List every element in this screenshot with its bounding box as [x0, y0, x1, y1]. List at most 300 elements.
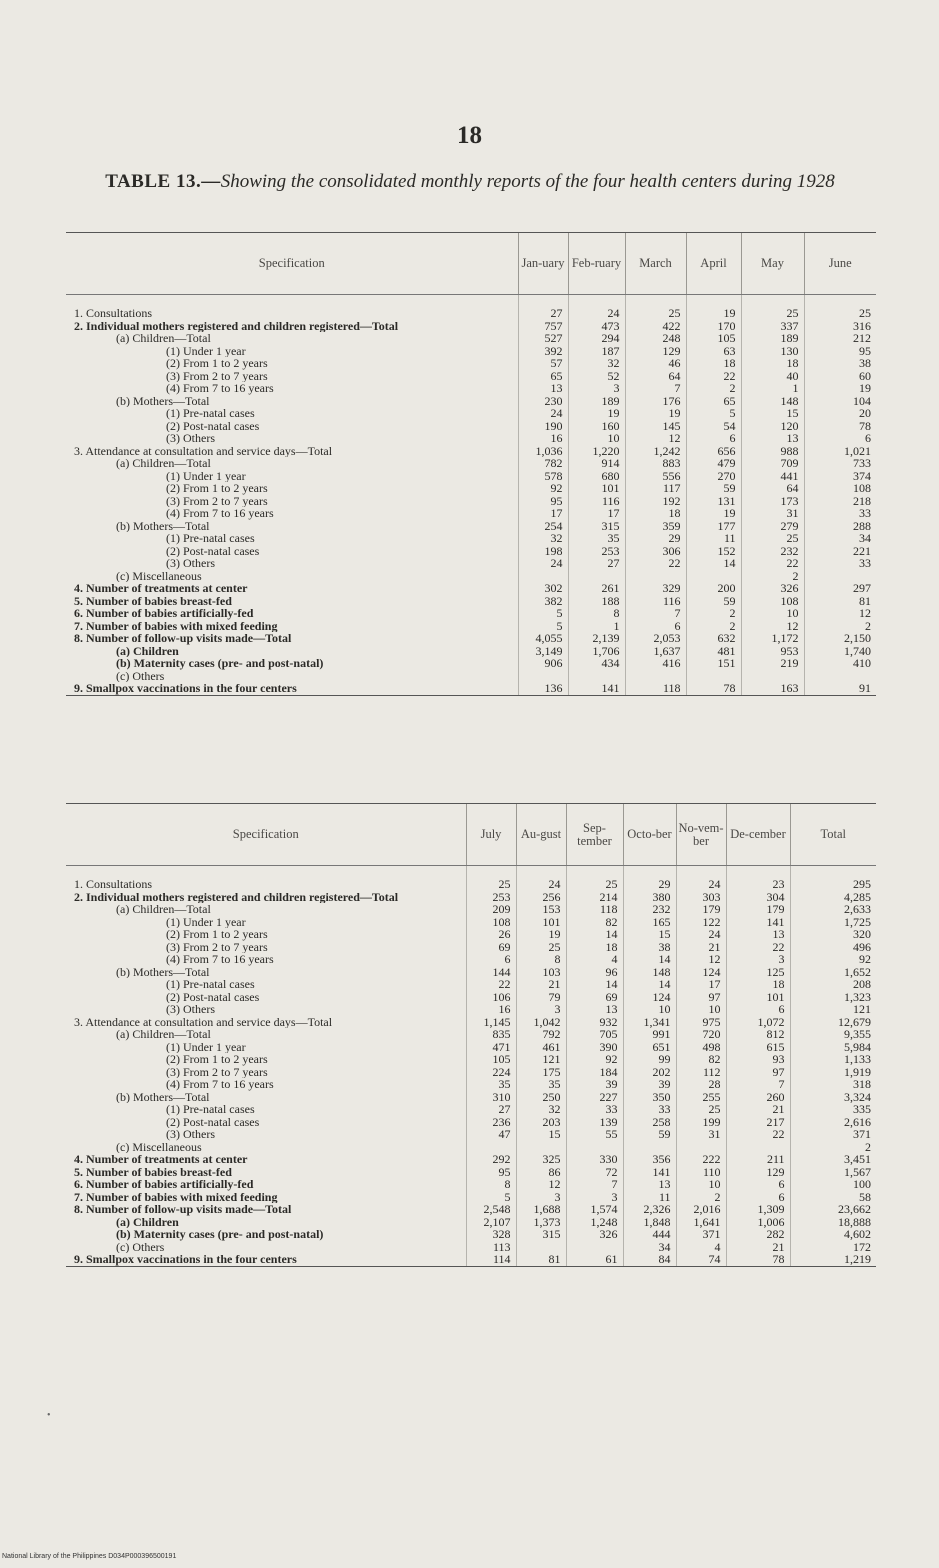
- cell-value: 11: [686, 532, 741, 545]
- cell-value: 3: [568, 382, 625, 395]
- cell-value: 1,309: [726, 1203, 790, 1216]
- cell-value: [625, 670, 686, 683]
- cell-value: 295: [790, 866, 876, 891]
- row-label: 8. Number of follow-up visits made—Total: [74, 632, 292, 645]
- cell-value: 25: [741, 532, 804, 545]
- cell-value: [676, 1141, 726, 1154]
- table-row: [66, 1078, 876, 1091]
- cell-value: 97: [676, 991, 726, 1004]
- cell-value: 29: [625, 532, 686, 545]
- cell-value: 18: [625, 507, 686, 520]
- cell-value: 294: [568, 332, 625, 345]
- cell-value: 124: [623, 991, 676, 1004]
- cell-value: 4: [566, 953, 623, 966]
- cell-value: 58: [790, 1191, 876, 1204]
- cell-value: 270: [686, 470, 741, 483]
- cell-value: 16: [466, 1003, 516, 1016]
- cell-value: 1: [741, 382, 804, 395]
- row-label: 7. Number of babies with mixed feeding: [74, 619, 278, 632]
- cell-value: 371: [676, 1228, 726, 1241]
- cell-value: 12: [625, 432, 686, 445]
- cell-value: 52: [568, 370, 625, 383]
- row-label: 6. Number of babies artificially-fed: [74, 1178, 254, 1191]
- cell-value: 318: [790, 1078, 876, 1091]
- cell-value: 23: [726, 866, 790, 891]
- cell-value: 1,036: [518, 445, 568, 458]
- cell-value: 19: [516, 928, 566, 941]
- cell-value: 316: [804, 320, 876, 333]
- cell-value: 35: [568, 532, 625, 545]
- cell-value: 86: [516, 1166, 566, 1179]
- cell-value: 96: [566, 966, 623, 979]
- cell-value: 988: [741, 445, 804, 458]
- cell-value: 1,219: [790, 1253, 876, 1266]
- cell-value: 4,285: [790, 891, 876, 904]
- cell-value: 190: [518, 420, 568, 433]
- cell-value: 100: [790, 1178, 876, 1191]
- cell-value: 282: [726, 1228, 790, 1241]
- cell-value: [466, 1141, 516, 1154]
- table-row: [66, 1241, 876, 1254]
- cell-value: 461: [516, 1041, 566, 1054]
- footer-credit: National Library of the Philippines D034P000396500191: [2, 1553, 177, 1560]
- cell-value: 7: [726, 1078, 790, 1091]
- cell-value: 651: [623, 1041, 676, 1054]
- cell-value: 329: [625, 582, 686, 595]
- row-label: (1) Pre-natal cases: [166, 532, 255, 545]
- cell-value: 227: [566, 1091, 623, 1104]
- cell-value: 25: [676, 1103, 726, 1116]
- cell-value: 19: [568, 407, 625, 420]
- cell-value: [516, 1141, 566, 1154]
- cell-value: 31: [676, 1128, 726, 1141]
- cell-value: 31: [741, 507, 804, 520]
- cell-value: 792: [516, 1028, 566, 1041]
- margin-dot: •: [47, 1410, 51, 1421]
- cell-value: 177: [686, 520, 741, 533]
- cell-value: 325: [516, 1153, 566, 1166]
- cell-value: 221: [804, 545, 876, 558]
- table-row: [66, 357, 876, 370]
- cell-value: 24: [518, 407, 568, 420]
- cell-value: 78: [726, 1253, 790, 1266]
- cell-value: 188: [568, 595, 625, 608]
- column-header: No-vem-ber: [676, 804, 726, 866]
- table-row: [66, 482, 876, 495]
- column-header: Octo-ber: [623, 804, 676, 866]
- cell-value: 103: [516, 966, 566, 979]
- cell-value: 1,725: [790, 916, 876, 929]
- cell-value: 330: [566, 1153, 623, 1166]
- cell-value: 18: [741, 357, 804, 370]
- cell-value: 116: [625, 595, 686, 608]
- row-label: (b) Mothers—Total: [116, 965, 210, 978]
- cell-value: 279: [741, 520, 804, 533]
- cell-value: 81: [804, 595, 876, 608]
- table-row: [66, 1003, 876, 1016]
- cell-value: 57: [518, 357, 568, 370]
- cell-value: 306: [625, 545, 686, 558]
- cell-value: 22: [726, 1128, 790, 1141]
- cell-value: 471: [466, 1041, 516, 1054]
- cell-value: 25: [741, 295, 804, 320]
- table-row: [66, 657, 876, 670]
- cell-value: 20: [804, 407, 876, 420]
- column-header: De-cember: [726, 804, 790, 866]
- row-label: (2) Post-natal cases: [166, 1115, 260, 1128]
- column-header: Sep-tember: [566, 804, 623, 866]
- cell-value: 6: [726, 1178, 790, 1191]
- cell-value: 782: [518, 457, 568, 470]
- cell-value: 473: [568, 320, 625, 333]
- row-label: 3. Attendance at consultation and service days—Total: [74, 1015, 333, 1028]
- row-label: (1) Under 1 year: [166, 469, 246, 482]
- cell-value: 315: [568, 520, 625, 533]
- cell-value: 288: [804, 520, 876, 533]
- cell-value: 2,139: [568, 632, 625, 645]
- cell-value: 200: [686, 582, 741, 595]
- row-label: 5. Number of babies breast-fed: [74, 1165, 232, 1178]
- table-row: [66, 903, 876, 916]
- cell-value: 129: [625, 345, 686, 358]
- row-label: 9. Smallpox vaccinations in the four centers: [66, 1253, 466, 1266]
- cell-value: 356: [623, 1153, 676, 1166]
- row-label: (3) Others: [166, 557, 215, 570]
- cell-value: 1,133: [790, 1053, 876, 1066]
- row-label: (3) Others: [166, 432, 215, 445]
- cell-value: 19: [804, 382, 876, 395]
- row-label: (a) Children: [116, 644, 179, 657]
- cell-value: 10: [623, 1003, 676, 1016]
- cell-value: 23,662: [790, 1203, 876, 1216]
- cell-value: 258: [623, 1116, 676, 1129]
- cell-value: 18: [686, 357, 741, 370]
- row-label: (2) From 1 to 2 years: [166, 482, 268, 495]
- cell-value: 680: [568, 470, 625, 483]
- cell-value: 556: [625, 470, 686, 483]
- cell-value: 54: [686, 420, 741, 433]
- cell-value: 18: [726, 978, 790, 991]
- cell-value: 105: [466, 1053, 516, 1066]
- row-label: 8. Number of follow-up visits made—Total: [74, 1203, 292, 1216]
- row-label: (b) Maternity cases (pre- and post-natal): [116, 1228, 324, 1241]
- cell-value: 9,355: [790, 1028, 876, 1041]
- table-row: [66, 407, 876, 420]
- cell-value: 189: [568, 395, 625, 408]
- cell-value: 253: [568, 545, 625, 558]
- cell-value: 153: [516, 903, 566, 916]
- cell-value: 3: [516, 1191, 566, 1204]
- row-label: (4) From 7 to 16 years: [166, 507, 274, 520]
- cell-value: 108: [804, 482, 876, 495]
- row-label: (b) Mothers—Total: [116, 394, 210, 407]
- cell-value: 248: [625, 332, 686, 345]
- cell-value: 24: [676, 866, 726, 891]
- table-row: [66, 632, 876, 645]
- cell-value: 184: [566, 1066, 623, 1079]
- cell-value: 199: [676, 1116, 726, 1129]
- row-label: (3) Others: [166, 1003, 215, 1016]
- table-row: [66, 470, 876, 483]
- cell-value: 498: [676, 1041, 726, 1054]
- cell-value: 219: [741, 657, 804, 670]
- cell-value: 84: [623, 1253, 676, 1266]
- table-row: [66, 557, 876, 570]
- cell-value: 17: [676, 978, 726, 991]
- cell-value: 39: [566, 1078, 623, 1091]
- cell-value: 1,574: [566, 1203, 623, 1216]
- cell-value: 35: [516, 1078, 566, 1091]
- column-header: May: [741, 233, 804, 295]
- cell-value: 1,006: [726, 1216, 790, 1229]
- row-label: (1) Under 1 year: [166, 1040, 246, 1053]
- cell-value: 32: [516, 1103, 566, 1116]
- cell-value: 527: [518, 332, 568, 345]
- cell-value: 203: [516, 1116, 566, 1129]
- cell-value: 7: [625, 607, 686, 620]
- cell-value: 59: [623, 1128, 676, 1141]
- table-row: [66, 928, 876, 941]
- cell-value: 350: [623, 1091, 676, 1104]
- row-label: (3) From 2 to 7 years: [166, 1065, 268, 1078]
- cell-value: 25: [804, 295, 876, 320]
- cell-value: 975: [676, 1016, 726, 1029]
- cell-value: 38: [804, 357, 876, 370]
- row-label: (c) Others: [116, 1240, 165, 1253]
- cell-value: 1,637: [625, 645, 686, 658]
- cell-value: 2: [804, 620, 876, 633]
- cell-value: 578: [518, 470, 568, 483]
- cell-value: 93: [726, 1053, 790, 1066]
- cell-value: 6: [625, 620, 686, 633]
- cell-value: 6: [726, 1191, 790, 1204]
- cell-value: 8: [516, 953, 566, 966]
- cell-value: 2,633: [790, 903, 876, 916]
- cell-value: 175: [516, 1066, 566, 1079]
- cell-value: 304: [726, 891, 790, 904]
- table-row: [66, 1116, 876, 1129]
- cell-value: 1,848: [623, 1216, 676, 1229]
- cell-value: 292: [466, 1153, 516, 1166]
- cell-value: 106: [466, 991, 516, 1004]
- row-label: (4) From 7 to 16 years: [166, 382, 274, 395]
- row-label: (2) Post-natal cases: [166, 544, 260, 557]
- cell-value: 392: [518, 345, 568, 358]
- cell-value: 371: [790, 1128, 876, 1141]
- cell-value: 33: [804, 507, 876, 520]
- row-label: (2) From 1 to 2 years: [166, 1053, 268, 1066]
- table-row: [66, 1216, 876, 1229]
- row-label: (1) Under 1 year: [166, 344, 246, 357]
- cell-value: 13: [566, 1003, 623, 1016]
- cell-value: 4: [676, 1241, 726, 1254]
- table-row: [66, 570, 876, 583]
- cell-value: 208: [790, 978, 876, 991]
- cell-value: 1,652: [790, 966, 876, 979]
- cell-value: 110: [676, 1166, 726, 1179]
- cell-value: 95: [466, 1166, 516, 1179]
- cell-value: 179: [726, 903, 790, 916]
- cell-value: 82: [676, 1053, 726, 1066]
- cell-value: 163: [741, 682, 804, 695]
- cell-value: 125: [726, 966, 790, 979]
- cell-value: 55: [566, 1128, 623, 1141]
- cell-value: 114: [466, 1253, 516, 1266]
- table-row: [66, 1128, 876, 1141]
- cell-value: 2,053: [625, 632, 686, 645]
- cell-value: 17: [568, 507, 625, 520]
- cell-value: 4,602: [790, 1228, 876, 1241]
- cell-value: 335: [790, 1103, 876, 1116]
- cell-value: 46: [625, 357, 686, 370]
- table-row: [66, 1203, 876, 1216]
- table-row: [66, 891, 876, 904]
- cell-value: 27: [466, 1103, 516, 1116]
- row-label: (a) Children—Total: [116, 1028, 211, 1041]
- row-label: (2) From 1 to 2 years: [166, 357, 268, 370]
- cell-value: 148: [741, 395, 804, 408]
- table-row: [66, 866, 876, 891]
- cell-value: 179: [676, 903, 726, 916]
- column-header: April: [686, 233, 741, 295]
- cell-value: 101: [516, 916, 566, 929]
- table-row: [66, 1178, 876, 1191]
- cell-value: 139: [566, 1116, 623, 1129]
- table-row: [66, 645, 876, 658]
- cell-value: 35: [466, 1078, 516, 1091]
- row-label: 2. Individual mothers registered and children registered—Total: [74, 890, 399, 903]
- row-label: 9. Smallpox vaccinations in the four centers: [66, 682, 518, 695]
- table-row: [66, 991, 876, 1004]
- row-label: (c) Miscellaneous: [116, 569, 202, 582]
- cell-value: 250: [516, 1091, 566, 1104]
- table-row: [66, 532, 876, 545]
- row-label: (a) Children—Total: [116, 903, 211, 916]
- cell-value: 5,984: [790, 1041, 876, 1054]
- cell-value: 59: [686, 595, 741, 608]
- row-label: (2) Post-natal cases: [166, 419, 260, 432]
- cell-value: 18,888: [790, 1216, 876, 1229]
- cell-value: 25: [516, 941, 566, 954]
- table-row: [66, 382, 876, 395]
- cell-value: 6: [686, 432, 741, 445]
- cell-value: [518, 570, 568, 583]
- cell-value: 382: [518, 595, 568, 608]
- table-row: [66, 1091, 876, 1104]
- cell-value: 15: [741, 407, 804, 420]
- specification-header: Specification: [66, 233, 518, 295]
- cell-value: 118: [625, 682, 686, 695]
- cell-value: 26: [466, 928, 516, 941]
- cell-value: 209: [466, 903, 516, 916]
- cell-value: 113: [466, 1241, 516, 1254]
- table-row: [66, 607, 876, 620]
- cell-value: 117: [625, 482, 686, 495]
- cell-value: 32: [568, 357, 625, 370]
- cell-value: 16: [518, 432, 568, 445]
- cell-value: 28: [676, 1078, 726, 1091]
- cell-value: 22: [741, 557, 804, 570]
- cell-value: 410: [804, 657, 876, 670]
- cell-value: 303: [676, 891, 726, 904]
- table-row: [66, 978, 876, 991]
- cell-value: 1,248: [566, 1216, 623, 1229]
- cell-value: 2,616: [790, 1116, 876, 1129]
- cell-value: 101: [726, 991, 790, 1004]
- cell-value: 8: [466, 1178, 516, 1191]
- cell-value: [623, 1141, 676, 1154]
- cell-value: 255: [676, 1091, 726, 1104]
- cell-value: 64: [741, 482, 804, 495]
- cell-value: 222: [676, 1153, 726, 1166]
- cell-value: 92: [566, 1053, 623, 1066]
- cell-value: 12: [741, 620, 804, 633]
- cell-value: 81: [516, 1253, 566, 1266]
- cell-value: 22: [625, 557, 686, 570]
- cell-value: 615: [726, 1041, 790, 1054]
- cell-value: 214: [566, 891, 623, 904]
- row-label: 7. Number of babies with mixed feeding: [74, 1190, 278, 1203]
- cell-value: 12: [516, 1178, 566, 1191]
- cell-value: 5: [466, 1191, 516, 1204]
- cell-value: 38: [623, 941, 676, 954]
- row-label: (4) From 7 to 16 years: [166, 953, 274, 966]
- table-row: [66, 966, 876, 979]
- cell-value: 124: [676, 966, 726, 979]
- cell-value: 1,688: [516, 1203, 566, 1216]
- table-row: [66, 295, 876, 320]
- row-label: (a) Children: [116, 1215, 179, 1228]
- cell-value: 136: [518, 682, 568, 695]
- cell-value: 95: [804, 345, 876, 358]
- cell-value: 24: [518, 557, 568, 570]
- cell-value: 1,242: [625, 445, 686, 458]
- cell-value: 10: [568, 432, 625, 445]
- row-label: (3) Others: [166, 1128, 215, 1141]
- cell-value: 13: [623, 1178, 676, 1191]
- cell-value: 1,373: [516, 1216, 566, 1229]
- cell-value: 74: [676, 1253, 726, 1266]
- cell-value: 116: [568, 495, 625, 508]
- cell-value: 256: [516, 891, 566, 904]
- table-row: [66, 1016, 876, 1029]
- cell-value: 79: [516, 991, 566, 1004]
- cell-value: [741, 670, 804, 683]
- row-label: (3) From 2 to 7 years: [166, 494, 268, 507]
- cell-value: 130: [741, 345, 804, 358]
- cell-value: 1,919: [790, 1066, 876, 1079]
- cell-value: 27: [518, 295, 568, 320]
- cell-value: 232: [623, 903, 676, 916]
- cell-value: 953: [741, 645, 804, 658]
- cell-value: [726, 1141, 790, 1154]
- cell-value: 932: [566, 1016, 623, 1029]
- table-row: [66, 1153, 876, 1166]
- cell-value: 13: [726, 928, 790, 941]
- cell-value: 297: [804, 582, 876, 595]
- cell-value: 61: [566, 1253, 623, 1266]
- column-header: March: [625, 233, 686, 295]
- cell-value: 19: [686, 507, 741, 520]
- cell-value: 19: [625, 407, 686, 420]
- row-label: 3. Attendance at consultation and service days—Total: [74, 444, 333, 457]
- row-label: (c) Others: [116, 669, 165, 682]
- cell-value: 14: [566, 928, 623, 941]
- cell-value: 6: [804, 432, 876, 445]
- cell-value: [625, 570, 686, 583]
- cell-value: 390: [566, 1041, 623, 1054]
- cell-value: 72: [566, 1166, 623, 1179]
